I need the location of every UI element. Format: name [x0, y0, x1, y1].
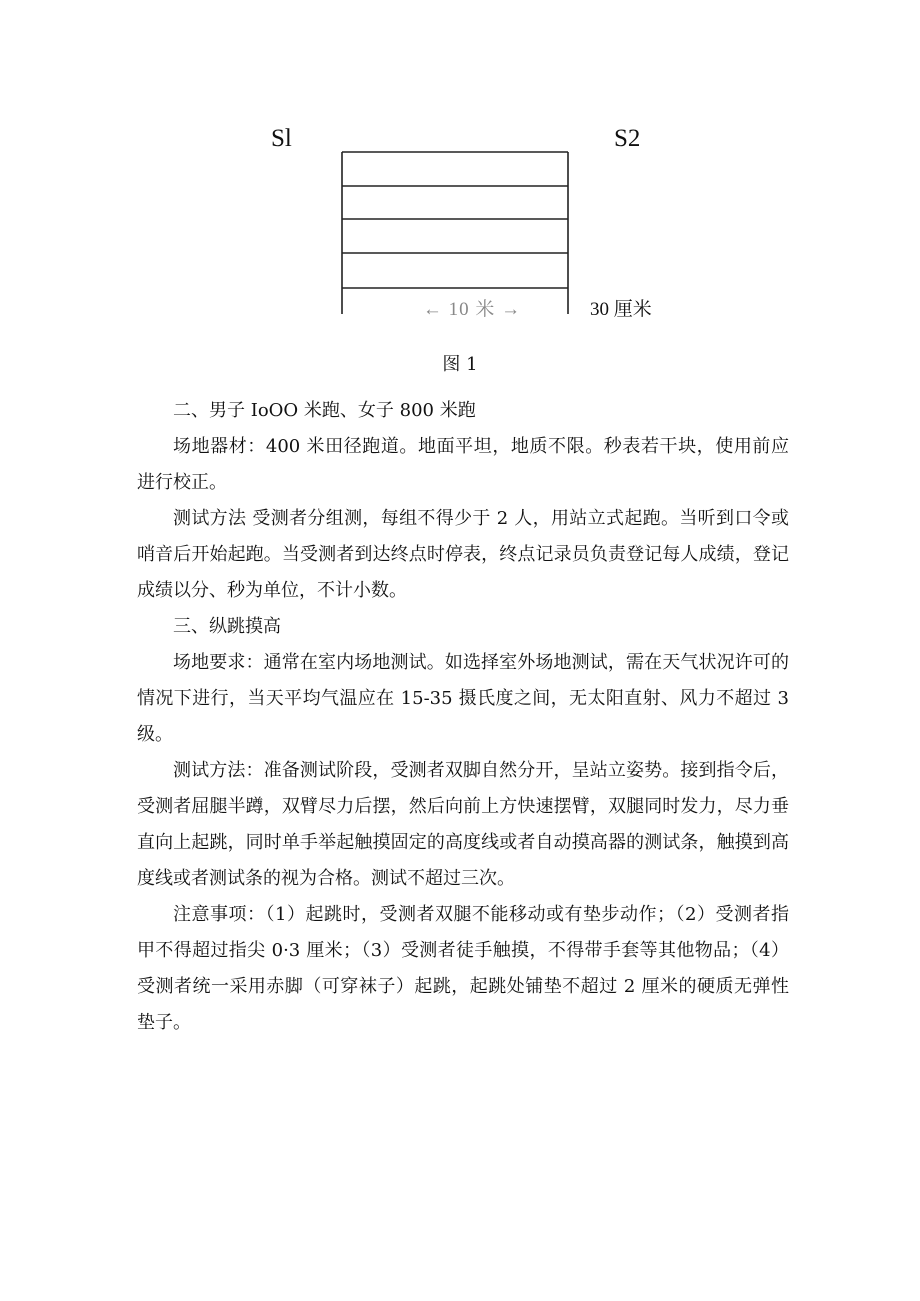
figure-caption: 图 1	[442, 354, 478, 375]
paragraph-jump-venue: 场地要求：通常在室内场地测试。如选择室外场地测试，需在天气状况许可的情况下进行，当天平均气温应在 15-35 摄氏度之间，无太阳直射、风力不超过 3 级。	[137, 652, 789, 745]
paragraph-run-equipment: 场地器材：400 米田径跑道。地面平坦，地质不限。秒表若干块，使用前应进行校正。	[137, 436, 789, 493]
paragraph-jump-method: 测试方法：准备测试阶段，受测者双脚自然分开，呈站立姿势。接到指令后，受测者屈腿半蹲，双臂尽力后摆，然后向前上方快速摆臂，双腿同时发力，尽力垂直向上起跳，同时单手举起触摸固定的高度线或者自动摸高器的测试条，触摸到高度线或者测试条的视为合格。测试不超过三次。	[137, 760, 789, 889]
lane-diagram-figure	[0, 0, 920, 380]
distance-label: ← 10 米 →	[422, 299, 522, 320]
document-body	[137, 393, 789, 1041]
section-heading-run: 二、男子 IoOO 米跑、女子 800 米跑	[173, 400, 476, 421]
start-line-label: Sl	[271, 125, 292, 152]
paragraph-jump-notes: 注意事项：（1）起跳时，受测者双腿不能移动或有垫步动作；（2）受测者指甲不得超过指尖 0·3 厘米；（3）受测者徒手触摸，不得带手套等其他物品；（4）受测者统一采用赤脚（可穿袜子）起跳，起跳处铺垫不超过 2 厘米的硬质无弹性垫子。	[137, 904, 789, 1033]
paragraph-run-method: 测试方法 受测者分组测，每组不得少于 2 人，用站立式起跑。当听到口令或哨音后开始起跑。当受测者到达终点时停表，终点记录员负责登记每人成绩，登记成绩以分、秒为单位，不计小数。	[137, 508, 789, 601]
section-heading-jump: 三、纵跳摸高	[173, 616, 281, 637]
lane-diagram	[0, 0, 920, 330]
end-line-label: S2	[614, 125, 641, 152]
lane-width-label: 30 厘米	[590, 299, 652, 320]
